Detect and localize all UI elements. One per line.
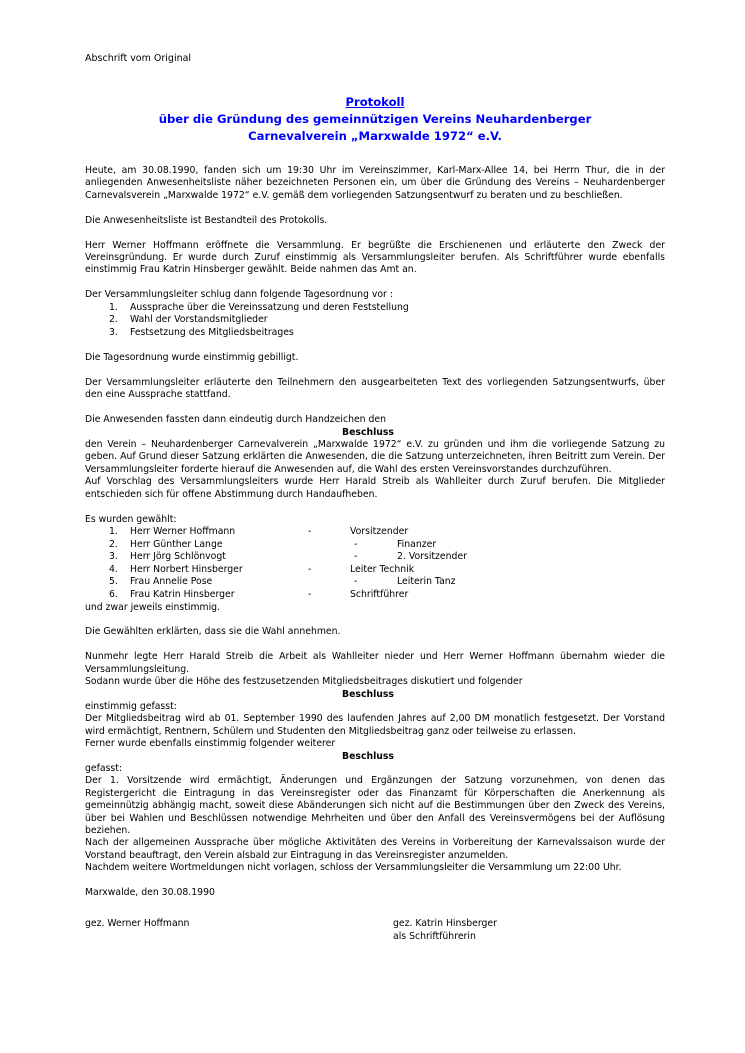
document-title <box>85 94 665 145</box>
paragraph-election-leader: Auf Vorschlag des Versammlungsleiters wurde Herr Harald Streib als Wahlleiter durch Zuruf berufen. Die Mitglieder entschieden sich für offene Abstimmung durch Handaufheben. <box>85 476 665 500</box>
agenda-item-label: Aussprache über die Vereinssatzung und deren Feststellung <box>130 301 409 313</box>
abschrift-note: Abschrift vom Original <box>85 53 192 64</box>
beschluss-heading-1: Beschluss <box>342 426 394 438</box>
paragraph-unanimous-note: und zwar jeweils einstimmig. <box>85 601 221 613</box>
paragraph-acceptance: Die Gewählten erklärten, dass sie die Wahl annehmen. <box>85 626 341 638</box>
agenda-item <box>85 327 665 340</box>
elected-role: Finanzer <box>397 538 437 550</box>
agenda-item <box>85 314 665 327</box>
elected-role: Vorsitzender <box>350 526 409 537</box>
paragraph-opening-speech: Herr Werner Hoffmann eröffnete die Versammlung. Er begrüßte die Erschienenen und erläuterte den Zweck der Vereinsgründung. Er wurde durch Zuruf einstimmig als Versammlungsleiter berufen. Als Schriftführer wurde ebenfalls einstimmig Frau Katrin Hinsberger gewählt. Beide nahmen das Amt an. <box>85 239 665 276</box>
paragraph-attendance-list: Die Anwesenheitsliste ist Bestandteil des Protokolls. <box>85 214 328 226</box>
agenda-item <box>85 302 665 315</box>
agenda-item-number: 1. <box>109 301 118 313</box>
paragraph-register-application: Nach der allgemeinen Aussprache über mögliche Aktivitäten des Vereins in Vorbereitung der Karnevalssaison wurde der Vorstand beauftragt, den Verein alsbald zur Eintragung in das Vereinsregister anzumelden. <box>85 837 665 861</box>
elected-officer-row <box>85 526 665 539</box>
agenda-item-number: 2. <box>109 314 118 326</box>
elected-name: Herr Jörg Schlönvogt <box>130 551 226 563</box>
paragraph-closing: Nachdem weitere Wortmeldungen nicht vorlagen, schloss der Versammlungsleiter die Versammlung um 22:00 Uhr. <box>85 862 622 874</box>
beschluss-heading-3: Beschluss <box>342 750 394 762</box>
elected-number: 4. <box>109 563 118 575</box>
elected-name: Frau Annelie Pose <box>130 576 213 588</box>
agenda-list <box>85 302 665 340</box>
elected-number: 2. <box>109 538 118 550</box>
paragraph-elected-intro: Es wurden gewählt: <box>85 513 177 525</box>
elected-officer-row <box>85 589 665 602</box>
elected-role: 2. Vorsitzender <box>397 551 467 563</box>
document-body <box>85 94 665 948</box>
paragraph-statutes-discussion: Der Versammlungsleiter erläuterte den Teilnehmern den ausgearbeiteten Text des vorliegenden Satzungsentwurfs, über den eine Aussprache stattfand. <box>85 376 665 401</box>
elected-number: 1. <box>109 526 118 537</box>
signature-secretary <box>393 918 497 943</box>
paragraph-resolution-adopted-3: gefasst: <box>85 763 123 775</box>
elected-name: Frau Katrin Hinsberger <box>130 588 235 600</box>
elected-number: 3. <box>109 551 118 563</box>
agenda-item-label: Wahl der Vorstandsmitglieder <box>130 314 268 326</box>
signature-secretary-role: als Schriftführerin <box>393 930 476 942</box>
elected-separator: - <box>354 551 358 563</box>
paragraph-resolution-body-1: den Verein – Neuhardenberger Carnevalverein „Marxwalde 1972“ e.V. zu gründen und ihm die vorliegende Satzung zu geben. Auf Grund dieser Satzung erklärten die Anwesenden, die die Satzung unterzeichneten, ihren Beitritt zum Verein. Der Versammlungsleiter forderte hierauf die Anwesenden auf, die Wahl des ersten Vereinsvorstandes durchzuführen. <box>85 439 665 475</box>
elected-role: Schriftführer <box>350 588 409 600</box>
paragraph-resolution-intro-1: Die Anwesenden fassten dann eindeutig durch Handzeichen den <box>85 414 387 426</box>
agenda-item-label: Festsetzung des Mitgliedsbeitrages <box>130 326 294 338</box>
elected-role: Leiter Technik <box>350 563 415 575</box>
elected-name: Herr Norbert Hinsberger <box>130 563 243 575</box>
beschluss-heading-2: Beschluss <box>342 688 394 700</box>
paragraph-fee-discussion: Sodann wurde über die Höhe des festzusetzenden Mitgliedsbeitrages diskutiert und folgender <box>85 676 523 688</box>
elected-number: 6. <box>109 588 118 600</box>
elected-separator: - <box>308 526 312 537</box>
title-line-protokoll: Protokoll <box>345 95 405 109</box>
paragraph-membership-fee: Der Mitgliedsbeitrag wird ab 01. September 1990 des laufenden Jahres auf 2,00 DM monatlich festgesetzt. Der Vorstand wird ermächtigt, Rentnern, Schülern und Studenten den Mitgliedsbeitrag ganz oder teilweise zu erlassen. <box>85 713 665 737</box>
elected-separator: - <box>308 563 312 575</box>
paragraph-resolution-adopted-2: einstimmig gefasst: <box>85 701 177 712</box>
elected-officer-row <box>85 564 665 577</box>
paragraph-place-date: Marxwalde, den 30.08.1990 <box>85 887 215 899</box>
title-line-subtitle-1: über die Gründung des gemeinnützigen Vereins Neuhardenberger <box>158 112 592 126</box>
paragraph-leader-handover: Nunmehr legte Herr Harald Streib die Arbeit als Wahlleiter nieder und Herr Werner Hoffmann übernahm wieder die Versammlungsleitung. <box>85 651 665 675</box>
elected-role: Leiterin Tanz <box>397 576 456 588</box>
elected-separator: - <box>354 576 358 588</box>
elected-name: Herr Werner Hoffmann <box>130 526 236 537</box>
elected-officers-list <box>85 526 665 602</box>
paragraph-opening: Heute, am 30.08.1990, fanden sich um 19:30 Uhr im Vereinszimmer, Karl-Marx-Allee 14, bei Herrn Thur, die in der anliegenden Anwesenheitsliste näher bezeichneten Personen ein, um über die Gründung des Vereins – Neuhardenberger Carnevalsverein „Marxwalde 1972“ e.V. gemäß dem vorliegenden Satzungsentwurf zu beraten und zu beschließen. <box>85 165 665 201</box>
paragraph-statute-amendments: Der 1. Vorsitzende wird ermächtigt, Änderungen und Ergänzungen der Satzung vorzunehmen, von denen das Registergericht die Eintragung in das Vereinsregister oder das Finanzamt für Körperschaften die Anerkennung als gemeinnützig abhängig macht, soweit diese Abänderungen sich nicht auf die Bestimmungen über den Zweck des Vereins, über bei Wahlen und Beschlüssen notwendige Mehrheiten und über den Anfall des Vereinsvermögens bei der Auflösung beziehen. <box>85 775 665 837</box>
elected-separator: - <box>308 588 312 600</box>
paragraph-agenda-intro: Der Versammlungsleiter schlug dann folgende Tagesordnung vor : <box>85 289 393 301</box>
elected-number: 5. <box>109 576 118 588</box>
paragraph-resolution-intro-3: Ferner wurde ebenfalls einstimmig folgender weiterer <box>85 738 336 750</box>
elected-separator: - <box>354 538 358 550</box>
agenda-item-number: 3. <box>109 326 118 338</box>
elected-officer-row <box>85 539 665 552</box>
elected-officer-row <box>85 551 665 564</box>
paragraph-agenda-approved: Die Tagesordnung wurde einstimmig gebilligt. <box>85 352 299 364</box>
title-line-subtitle-2: Carnevalverein „Marxwalde 1972“ e.V. <box>248 129 502 143</box>
elected-officer-row <box>85 576 665 589</box>
signature-chairman: gez. Werner Hoffmann <box>85 918 190 930</box>
elected-name: Herr Günther Lange <box>130 538 223 550</box>
signature-block <box>85 918 665 948</box>
signature-secretary-name: gez. Katrin Hinsberger <box>393 918 497 930</box>
